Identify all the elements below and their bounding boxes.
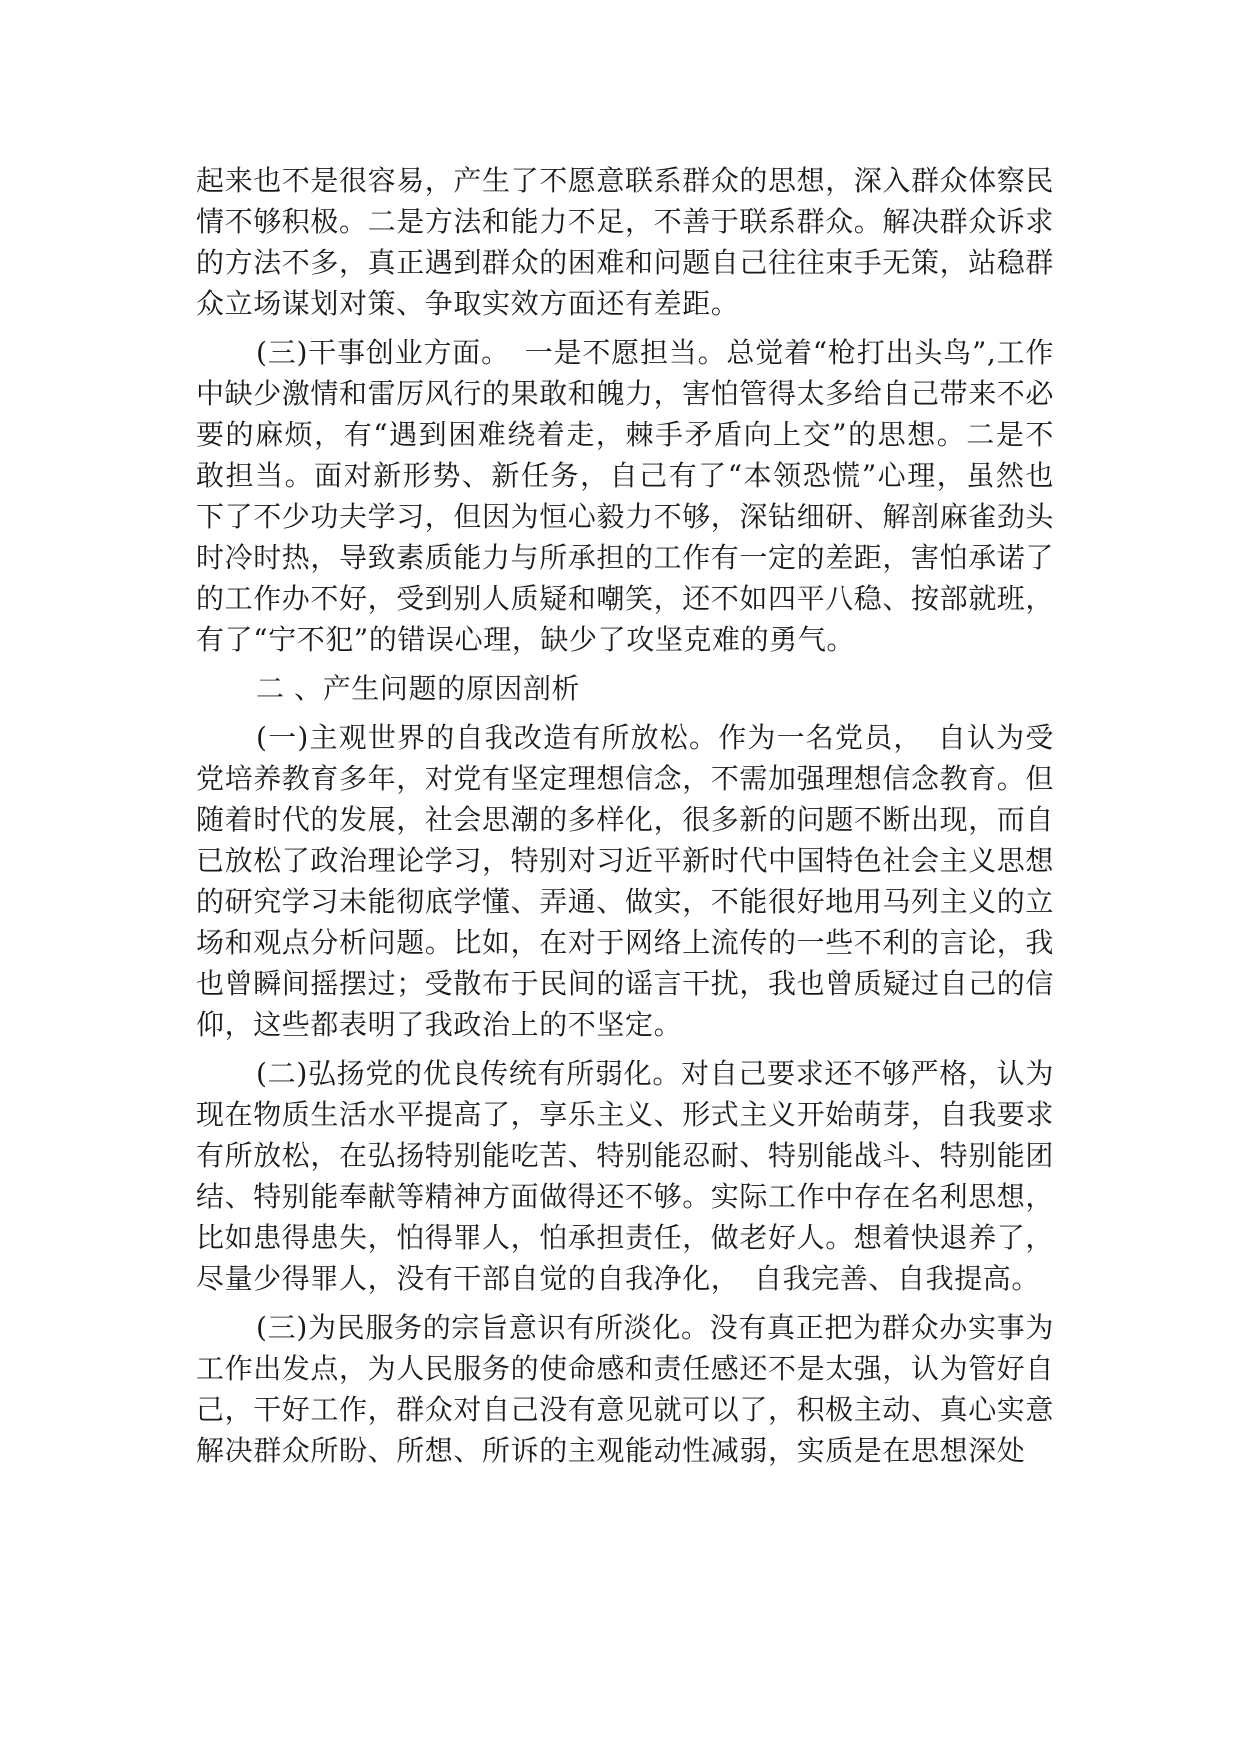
section-heading-cause-analysis: 二 、产生问题的原因剖析 bbox=[256, 672, 581, 705]
paragraph-party-tradition: (二)弘扬党的优良传统有所弱化。对自己要求还不够严格，认为现在物质生活水平提高了，享乐主义、形式主义开始萌芽，自我要求有所放松，在弘扬特别能吃苦、特别能忍耐、特别能战斗、特别能团结、特别能奉献等精神方面做得还不够。实际工作中存在名利思想，比如患得患失，怕得罪人，怕承担责任，做老好人。想着快退养了，尽量少得罪人，没有干部自觉的自我净化， 自我完善、自我提高。 bbox=[196, 1057, 1055, 1295]
paragraph-subjective-world: (一)主观世界的自我改造有所放松。作为一名党员， 自认为受党培养教育多年，对党有坚定理想信念，不需加强理想信念教育。但随着时代的发展，社会思潮的多样化，很多新的问题不断出现，而自已放松了政治理论学习，特别对习近平新时代中国特色社会主义思想的研究学习未能彻底学懂、弄通、做实，不能很好地用马列主义的立场和观点分析问题。比如，在对于网络上流传的一些不利的言论，我也曾瞬间摇摆过；受散布于民间的谣言干扰，我也曾质疑过自己的信仰，这些都表明了我政治上的不坚定。 bbox=[196, 721, 1055, 1041]
paragraph-continuation: 起来也不是很容易，产生了不愿意联系群众的思想，深入群众体察民情不够积极。二是方法和能力不足，不善于联系群众。解决群众诉求的方法不多，真正遇到群众的困难和问题自己往往束手无策，站稳群众立场谋划对策、争取实效方面还有差距。 bbox=[196, 164, 1055, 320]
document-body bbox=[196, 160, 1054, 1479]
paragraph-service-awareness: (三)为民服务的宗旨意识有所淡化。没有真正把为群众办实事为工作出发点，为人民服务的使命感和责任感还不是太强，认为管好自己，干好工作，群众对自己没有意见就可以了，积极主动、真心实意解决群众所盼、所想、所诉的主观能动性减弱，实质是在思想深处 bbox=[196, 1311, 1055, 1467]
paragraph-career-section: (三)干事创业方面。 一是不愿担当。总觉着“枪打出头鸟”,工作中缺少激情和雷厉风行的果敢和魄力，害怕管得太多给自己带来不必要的麻烦，有“遇到困难绕着走，棘手矛盾向上交”的思想。二是不敢担当。面对新形势、新任务，自己有了“本领恐慌”心理，虽然也下了不少功夫学习，但因为恒心毅力不够，深钻细研、解剖麻雀劲头时冷时热，导致素质能力与所承担的工作有一定的差距，害怕承诺了的工作办不好，受到别人质疑和嘲笑，还不如四平八稳、按部就班，有了“宁不犯”的错误心理，缺少了攻坚克难的勇气。 bbox=[196, 336, 1055, 656]
